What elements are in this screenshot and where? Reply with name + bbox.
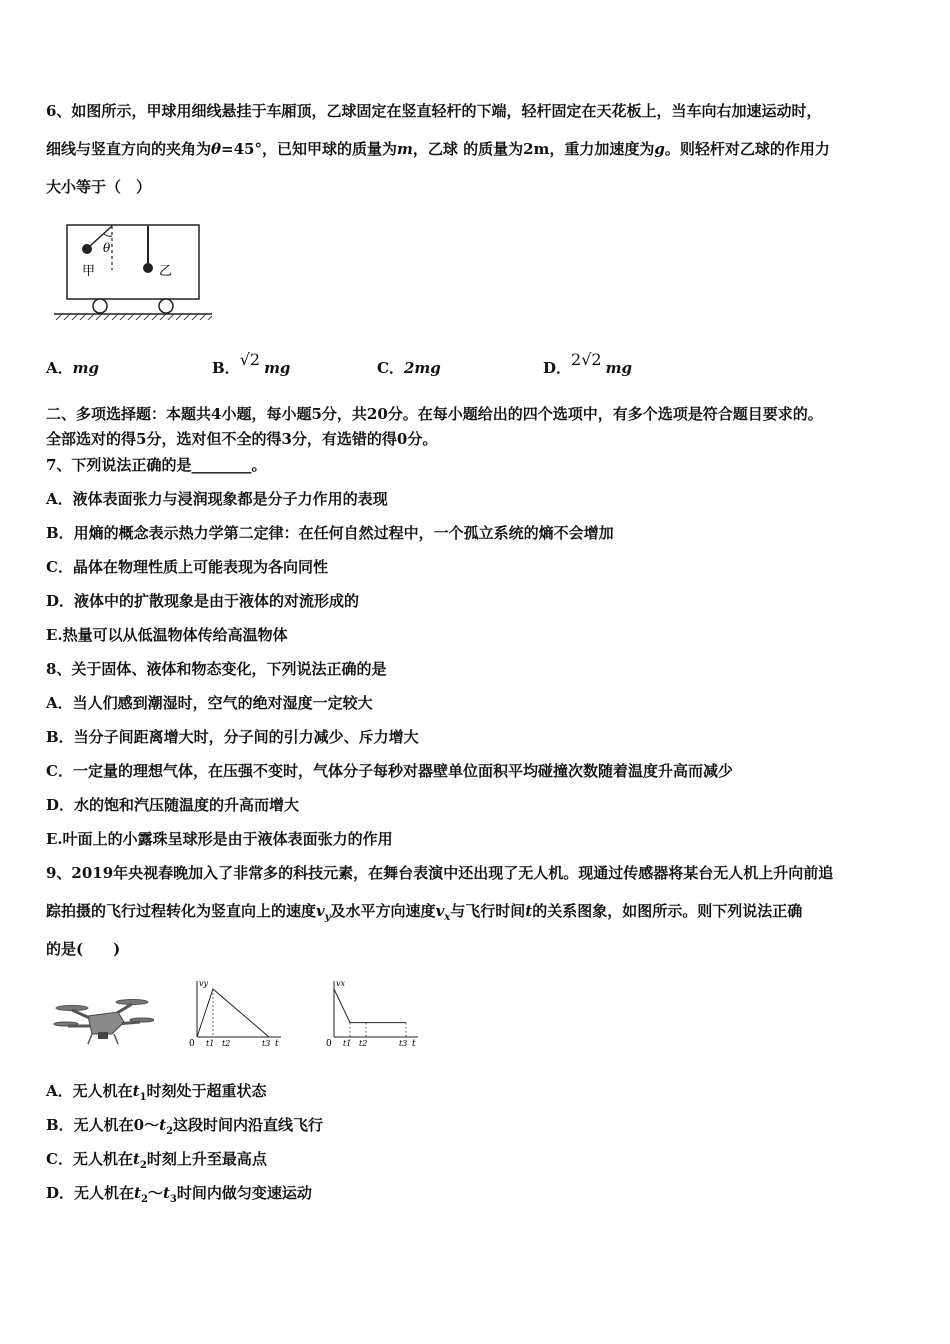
q9-stem-line2: 踪拍摄的飞行过程转化为竖直向上的速度$v_y$及水平方向速度$v_x$与飞行时间t的关系图象，如图所示。则下列说法正确: [46, 902, 803, 923]
q6-stem-line1: 6、如图所示，甲球用细线悬挂于车厢顶，乙球固定在竖直轻杆的下端，轻杆固定在天花板上，当车向右加速运动时，: [46, 102, 822, 120]
q8-option-b[interactable]: B．当分子间距离增大时，分子间的引力减少、斥力增大: [46, 728, 419, 746]
section2-heading-line1: 二、多项选择题：本题共4小题，每小题5分，共20分。在每小题给出的四个选项中，有多个选项是符合题目要求的。: [46, 405, 823, 423]
vx-tick-t1: t1: [343, 1039, 352, 1048]
vx-series-line: [334, 989, 406, 1023]
vy-origin-label: 0: [189, 1039, 195, 1049]
q6-option-d[interactable]: D．2√2 mg: [543, 350, 632, 377]
ball-yi-label: 乙: [159, 264, 173, 279]
q8-option-d[interactable]: D．水的饱和汽压随温度的升高而增大: [46, 796, 300, 814]
vx-tick-t2: t2: [359, 1039, 368, 1048]
q7-option-a[interactable]: A．液体表面张力与浸润现象都是分子力作用的表现: [46, 490, 388, 508]
q6-option-c[interactable]: C．2mg: [377, 359, 441, 377]
q9-option-c[interactable]: C．无人机在$t_2$时刻上升至最高点: [46, 1150, 267, 1171]
vy-tick-t1: t1: [206, 1039, 215, 1048]
vx-origin-label: 0: [326, 1039, 332, 1049]
drone-image: [52, 990, 154, 1050]
section2-heading-line2: 全部选对的得5分，选对但不全的得3分，有选错的得0分。: [46, 430, 438, 448]
vy-tick-t2: t2: [222, 1039, 231, 1048]
q9-option-d[interactable]: D．无人机在$t_2\sim t_3$时间内做匀变速运动: [46, 1184, 312, 1205]
ball-jia-label: 甲: [82, 264, 96, 279]
q6-option-b[interactable]: B．√2 mg: [212, 350, 291, 377]
theta-label: θ: [103, 241, 111, 255]
q7-option-e[interactable]: E.热量可以从低温物体传给高温物体: [46, 626, 288, 644]
vy-tick-t3: t3: [262, 1039, 271, 1048]
q7-option-d[interactable]: D．液体中的扩散现象是由于液体的对流形成的: [46, 592, 360, 610]
q8-option-e[interactable]: E.叶面上的小露珠呈球形是由于液体表面张力的作用: [46, 830, 393, 848]
vy-t-chart: [185, 975, 285, 1050]
vy-x-label: t: [275, 1039, 279, 1049]
vx-tick-t3: t3: [399, 1039, 408, 1048]
q7-option-c[interactable]: C．晶体在物理性质上可能表现为各向同性: [46, 558, 328, 576]
q9-option-a[interactable]: A．无人机在$t_1$时刻处于超重状态: [46, 1082, 267, 1103]
q6-cart-figure: [52, 220, 217, 325]
vy-series-line: [197, 989, 269, 1037]
vx-x-label: t: [412, 1039, 416, 1049]
q8-stem: 8、关于固体、液体和物态变化，下列说法正确的是: [46, 660, 387, 678]
q7-stem: 7、下列说法正确的是________。: [46, 456, 267, 474]
q9-stem-line1: 9、2019年央视春晚加入了非常多的科技元素，在舞台表演中还出现了无人机。现通过传感器将某台无人机上升向前追: [46, 864, 834, 882]
q9-stem-line3: 的是( ): [46, 940, 121, 958]
q9-option-b[interactable]: B．无人机在$0\sim t_2$这段时间内沿直线飞行: [46, 1116, 324, 1137]
q6-stem-line2: 细线与竖直方向的夹角为θ=45°，已知甲球的质量为m，乙球 的质量为2m，重力加速度为g。则轻杆对乙球的作用力: [46, 140, 830, 158]
q6-option-a[interactable]: A．mg: [46, 359, 100, 377]
vy-y-label: vy: [199, 979, 209, 988]
q8-option-c[interactable]: C．一定量的理想气体，在压强不变时，气体分子每秒对器壁单位面积平均碰撞次数随着温度升高而减少: [46, 762, 733, 780]
q8-option-a[interactable]: A．当人们感到潮湿时，空气的绝对湿度一定较大: [46, 694, 373, 712]
vx-y-label: vx: [336, 979, 346, 988]
vx-t-chart: [322, 975, 422, 1050]
q6-stem-line3: 大小等于（ ）: [46, 178, 152, 196]
q7-option-b[interactable]: B．用熵的概念表示热力学第二定律：在任何自然过程中，一个孤立系统的熵不会增加: [46, 524, 614, 542]
